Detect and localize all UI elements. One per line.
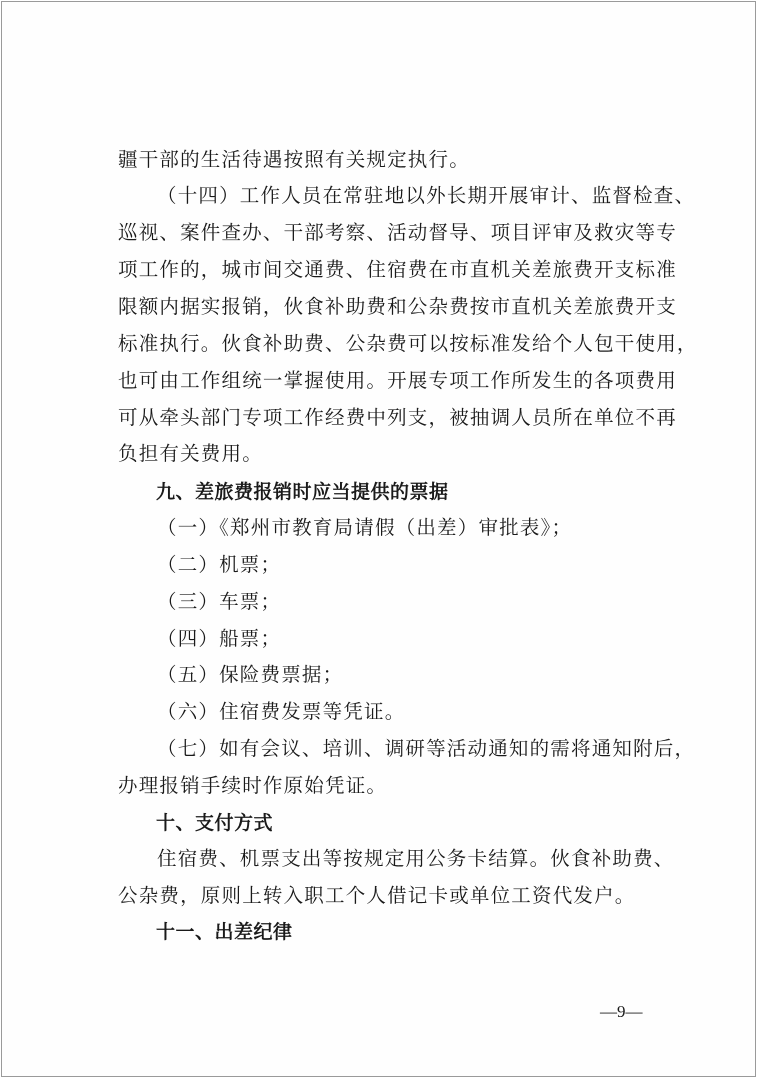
section-heading: 十、支付方式 xyxy=(156,812,274,834)
page-number: —9— xyxy=(600,1002,643,1021)
paragraph-line: 疆干部的生活待遇按照有关规定执行。 xyxy=(118,148,470,171)
paragraph-line: 办理报销手续时作原始凭证。 xyxy=(118,774,388,797)
paragraph-line: 住宿费、机票支出等按规定用公务卡结算。伙食补助费、 xyxy=(157,847,675,870)
list-item: （二）机票； xyxy=(157,553,282,576)
paragraph-line: 也可由工作组统一掌握使用。开展专项工作所发生的各项费用 xyxy=(118,369,677,392)
list-item: （一）《郑州市教育局请假（出差）审批表》； xyxy=(157,516,573,539)
paragraph-line: 负担有关费用。 xyxy=(118,442,263,465)
document-page xyxy=(1,1,756,1077)
list-item: （三）车票； xyxy=(157,590,282,613)
paragraph-line: 公杂费，原则上转入职工个人借记卡或单位工资代发户。 xyxy=(118,884,636,907)
list-item: （四）船票； xyxy=(157,627,282,650)
paragraph-line: 可从牵头部门专项工作经费中列支，被抽调人员所在单位不再 xyxy=(118,406,677,429)
paragraph-line: （十四）工作人员在常驻地以外长期开展审计、监督检查、 xyxy=(157,184,696,207)
paragraph-line: 项工作的，城市间交通费、住宿费在市直机关差旅费开支标准 xyxy=(118,258,677,281)
section-heading: 十一、出差纪律 xyxy=(156,921,293,943)
paragraph-line: 标准执行。伙食补助费、公杂费可以按标准发给个人包干使用， xyxy=(118,332,698,355)
list-item: （五）保险费票据； xyxy=(157,663,344,686)
paragraph-line: 巡视、案件查办、干部考察、活动督导、项目评审及救灾等专 xyxy=(118,221,677,244)
list-item: （七）如有会议、培训、调研等活动通知的需将通知附后， xyxy=(157,737,696,760)
section-heading: 九、差旅费报销时应当提供的票据 xyxy=(156,481,449,503)
list-item: （六）住宿费发票等凭证。 xyxy=(157,700,406,723)
paragraph-line: 限额内据实报销，伙食补助费和公杂费按市直机关差旅费开支 xyxy=(118,295,677,318)
